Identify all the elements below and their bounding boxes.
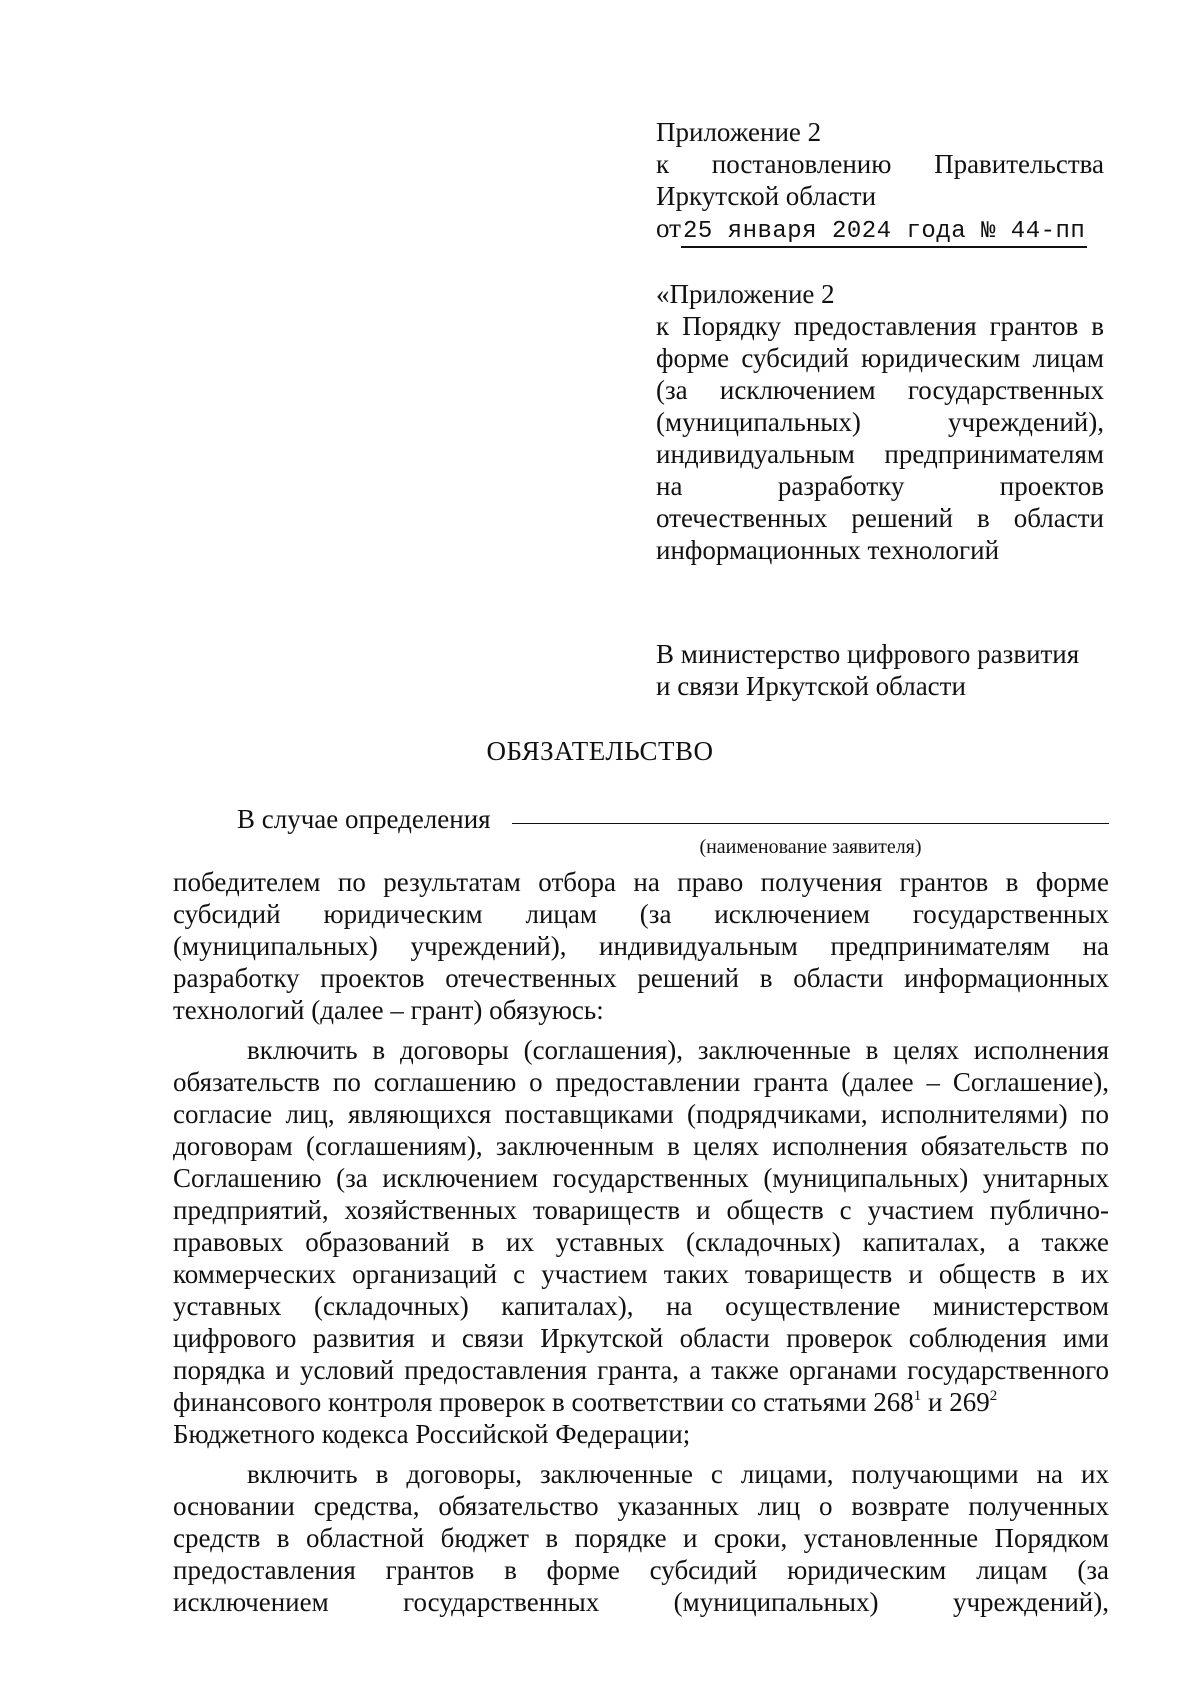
applicant-prefix: В случае определения <box>237 804 491 834</box>
order-annex-header <box>656 278 1104 566</box>
annex-date-line <box>656 212 1104 244</box>
body-line: предприятий, хозяйственных товариществ и обществ с участием публично- <box>173 1195 1109 1225</box>
body-line: цифрового развития и связи Иркутской области проверок соблюдения ими <box>173 1323 1109 1353</box>
body-text: и 269 <box>921 1387 990 1417</box>
body-line: Соглашению (за исключением государственных (муниципальных) унитарных <box>173 1163 1109 1193</box>
body-line: технологий (далее – грант) обязуюсь: <box>173 995 604 1025</box>
body-line: договорам (соглашениям), заключенным в целях исполнения обязательств по <box>173 1131 1109 1161</box>
body-line: коммерческих организаций с участием таких товариществ и обществ в их <box>173 1259 1109 1289</box>
annex-region-line: Иркутской области <box>656 181 877 211</box>
order-annex-line: «Приложение 2 <box>656 279 835 309</box>
document-title: ОБЯЗАТЕЛЬСТВО <box>486 736 714 766</box>
body-line: включить в договоры (соглашения), заключенные в целях исполнения <box>247 1035 1109 1065</box>
body-line: Бюджетного кодекса Российской Федерации; <box>173 1419 691 1449</box>
body-line: победителем по результатам отбора на право получения грантов в форме <box>173 867 1109 897</box>
body-line: основании средства, обязательство указанных лиц о возврате полученных <box>173 1491 1109 1521</box>
superscript: 2 <box>989 1388 998 1404</box>
annex-date-prefix: от <box>656 213 681 243</box>
recipient-block <box>656 638 1104 702</box>
recipient-line: В министерство цифрового развития <box>656 639 1080 669</box>
body-line: правовых образований в их уставных (складочных) капиталах, а также <box>173 1227 1109 1257</box>
order-annex-line: форме субсидий юридическим лицам <box>656 343 1104 373</box>
body-line: средств в областной бюджет в порядке и сроки, установленные Порядком <box>173 1523 1109 1553</box>
order-annex-line: (муниципальных) учреждений), <box>656 407 1104 437</box>
body-line: субсидий юридическим лицам (за исключением государственных <box>173 899 1109 929</box>
order-annex-line: к Порядку предоставления грантов в <box>656 311 1104 341</box>
body-line: включить в договоры, заключенные с лицами, получающими на их <box>247 1459 1109 1489</box>
body-text: финансового контроля проверок в соответствии со статьями 268 <box>173 1387 914 1417</box>
annex-decree-line: к постановлению Правительства <box>656 149 1104 179</box>
applicant-caption: (наименование заявителя) <box>699 836 922 858</box>
body-line: порядка и условий предоставления гранта, а также органами государственного <box>173 1355 1109 1385</box>
body-line: обязательств по соглашению о предоставлении гранта (далее – Соглашение), <box>173 1067 1109 1097</box>
annex-title: Приложение 2 <box>656 117 822 147</box>
body-line: согласие лиц, являющихся поставщиками (подрядчиками, исполнителями) по <box>173 1099 1109 1129</box>
order-annex-line: на разработку проектов <box>656 471 1104 501</box>
order-annex-line: индивидуальным предпринимателям <box>656 439 1104 469</box>
body-line: исключением государственных (муниципальных) учреждений), <box>173 1587 1109 1617</box>
superscript: 1 <box>913 1388 922 1404</box>
order-annex-line: информационных технологий <box>656 535 1000 565</box>
body-line: предоставления грантов в форме субсидий юридическим лицам (за <box>173 1555 1109 1585</box>
body-line: (муниципальных) учреждений), индивидуальным предпринимателям на <box>173 931 1109 961</box>
body-line-with-footnotes <box>173 1386 1109 1418</box>
annex-header <box>656 116 1104 244</box>
applicant-name-field[interactable] <box>512 823 1109 824</box>
order-annex-line: (за исключением государственных <box>656 375 1104 405</box>
order-annex-line: отечественных решений в области <box>656 503 1104 533</box>
recipient-line: и связи Иркутской области <box>656 671 966 701</box>
body-line: разработку проектов отечественных решений в области информационных <box>173 963 1109 993</box>
obligation-body <box>173 866 1109 1618</box>
body-line: уставных (складочных) капиталах), на осуществление министерством <box>173 1291 1109 1321</box>
decree-date-number: 25 января 2024 года № 44-пп <box>681 218 1087 248</box>
